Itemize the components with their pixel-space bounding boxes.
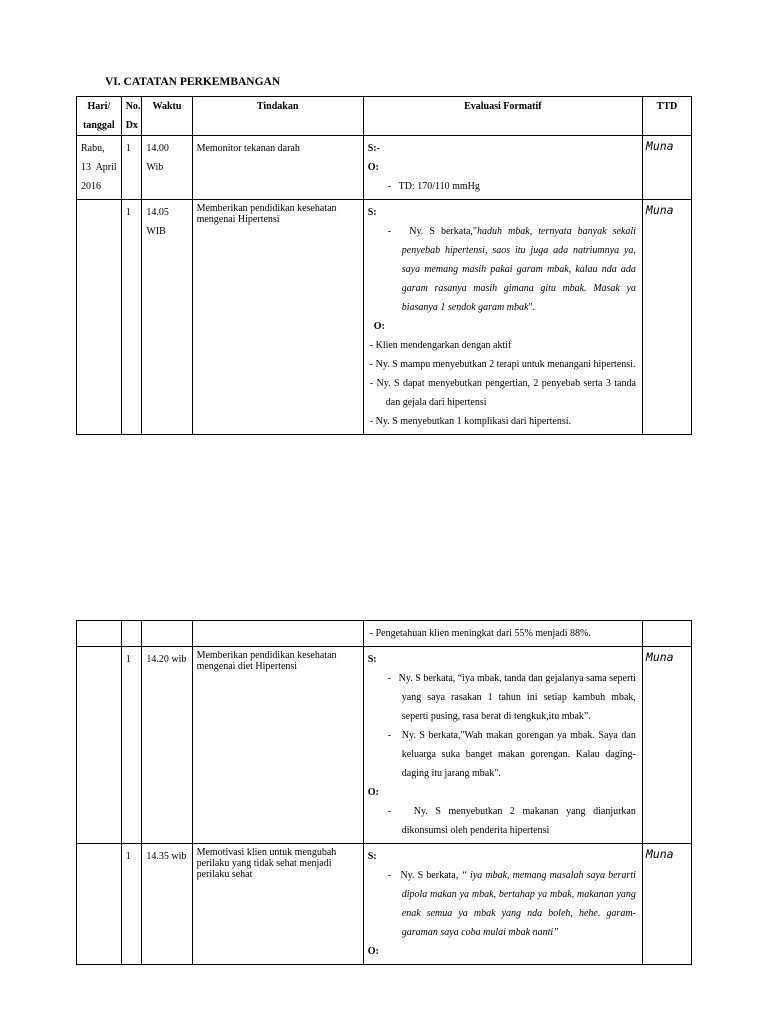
hari-tanggal-cell bbox=[77, 621, 122, 647]
waktu-cell: 14.05 WIB bbox=[142, 200, 192, 435]
waktu-cell bbox=[142, 621, 192, 647]
progress-table-part-1 bbox=[76, 96, 692, 435]
tindakan-cell: Memonitor tekanan darah bbox=[192, 136, 363, 200]
o-label: O: bbox=[367, 946, 379, 957]
tindakan-cell: Memberikan pendidikan kesehatan mengenai Hipertensi bbox=[192, 200, 363, 435]
no-dx-cell: 1 bbox=[121, 647, 142, 844]
o-item: - TD: 170/110 mmHg bbox=[387, 181, 480, 192]
tindakan-cell bbox=[192, 621, 363, 647]
waktu-cell: 14.35 wib bbox=[142, 844, 192, 965]
s-quote: - Ny. S berkata, “ iya mbak, memang masalah saya berarti dipola makan ya mbak, bertahap ya mbak, makanan yang enak semua ya mbak yang nda boleh, hehe. garam-garaman saya coba mulai mbak nanti” bbox=[387, 870, 636, 938]
s-label: S: bbox=[367, 851, 377, 862]
no-dx-cell: 1 bbox=[121, 200, 142, 435]
evaluasi-cell bbox=[363, 844, 642, 965]
progress-table-part-2 bbox=[76, 620, 692, 965]
header-ttd: TTD bbox=[642, 97, 691, 136]
ttd-signature: Muna bbox=[642, 136, 691, 200]
s-label: S: bbox=[367, 654, 377, 665]
o-item: - Klien mendengarkan dengan aktif bbox=[369, 340, 512, 351]
s-item: - Ny. S berkata,"Wah makan gorengan ya mbak. Saya dan keluarga suka banget makan gorengan. Kalau daging-daging itu jarang mbak". bbox=[387, 730, 636, 779]
hari-tanggal-cell bbox=[77, 200, 122, 435]
waktu-cell: 14.00 Wib bbox=[142, 136, 192, 200]
o-label: O: bbox=[367, 787, 379, 798]
table-row bbox=[77, 136, 692, 200]
header-waktu: Waktu bbox=[142, 97, 192, 136]
section-title: VI. CATATAN PERKEMBANGAN bbox=[105, 76, 281, 88]
evaluasi-cell bbox=[363, 621, 642, 647]
header-no-dx: No. Dx bbox=[121, 97, 142, 136]
ttd-cell bbox=[642, 621, 691, 647]
o-item: - Ny. S menyebutkan 2 makanan yang dianjurkan dikonsumsi oleh penderita hipertensi bbox=[387, 806, 636, 836]
header-tindakan: Tindakan bbox=[192, 97, 363, 136]
ttd-signature: Muna bbox=[642, 200, 691, 435]
s-label: S: bbox=[367, 207, 377, 218]
table-row bbox=[77, 647, 692, 844]
header-hari-tanggal: Hari/ tanggal bbox=[77, 97, 122, 136]
o-item: - Ny. S dapat menyebutkan pengertian, 2 penyebab serta 3 tanda dan gejala dari hipertensi bbox=[369, 378, 636, 408]
table-header-row bbox=[77, 97, 692, 136]
no-dx-cell: 1 bbox=[121, 136, 142, 200]
header-evaluasi-formatif: Evaluasi Formatif bbox=[363, 97, 642, 136]
hari-tanggal-cell bbox=[77, 844, 122, 965]
o-label: O: bbox=[373, 321, 385, 332]
ttd-signature: Muna bbox=[642, 647, 691, 844]
evaluasi-cell bbox=[363, 136, 642, 200]
tindakan-cell: Memotivasi klien untuk mengubah perilaku yang tidak sehat menjadi perilaku sehat bbox=[192, 844, 363, 965]
hari-tanggal-cell bbox=[77, 647, 122, 844]
o-item: - Ny. S mampu menyebutkan 2 terapi untuk menangani hipertensi. bbox=[369, 359, 636, 370]
hari-tanggal-cell: Rabu, 13 April 2016 bbox=[77, 136, 122, 200]
s-quote: - Ny. S berkata,"haduh mbak, ternyata banyak sekali penyebab hipertensi, saos itu juga ada natriumnya ya, saya memang masih pakai garam mbak, kalau nda ada garam rasanya masih gimana gitu mbak. Masak ya biasanya 1 sendok garam mbak". bbox=[387, 226, 636, 313]
waktu-cell: 14.20 wib bbox=[142, 647, 192, 844]
no-dx-cell bbox=[121, 621, 142, 647]
table-row bbox=[77, 200, 692, 435]
s-label: S:- bbox=[367, 143, 380, 154]
s-item: - Ny. S berkata, “iya mbak, tanda dan gejalanya sama seperti yang saya rasakan 1 tahun ini setiap kambuh mbak, seperti pusing, rasa berat di tengkuk,itu mbak”. bbox=[387, 673, 636, 722]
table-row bbox=[77, 844, 692, 965]
no-dx-cell: 1 bbox=[121, 844, 142, 965]
ttd-signature: Muna bbox=[642, 844, 691, 965]
o-item: - Pengetahuan klien meningkat dari 55% menjadi 88%. bbox=[369, 628, 591, 639]
o-label: O: bbox=[367, 162, 379, 173]
tindakan-cell: Memberikan pendidikan kesehatan mengenai diet Hipertensi bbox=[192, 647, 363, 844]
o-item: - Ny. S menyebutkan 1 komplikasi dari hipertensi. bbox=[369, 416, 572, 427]
evaluasi-cell bbox=[363, 647, 642, 844]
evaluasi-cell bbox=[363, 200, 642, 435]
table-row bbox=[77, 621, 692, 647]
